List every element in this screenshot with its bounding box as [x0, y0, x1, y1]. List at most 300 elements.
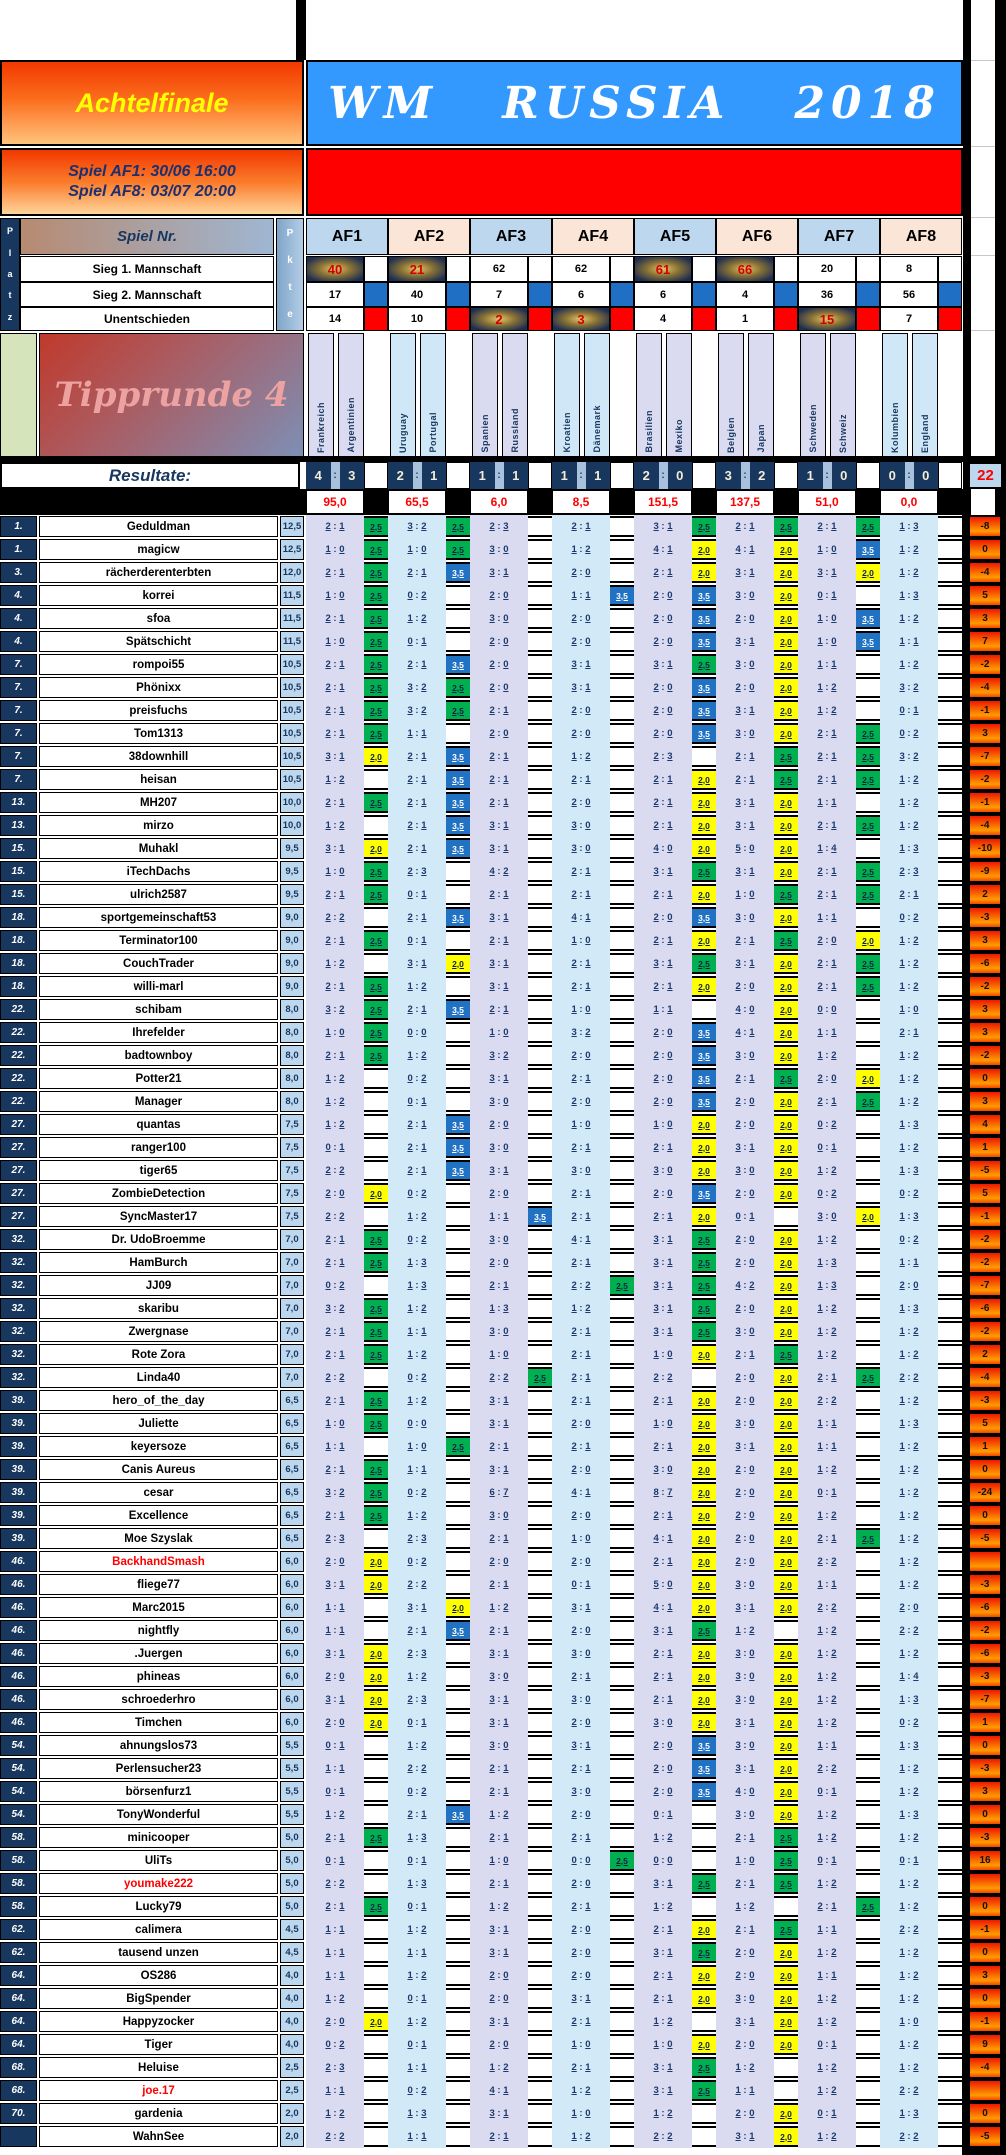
- points-cell[interactable]: 8,0: [280, 1068, 304, 1089]
- tip-cell-af3[interactable]: 2 : 0: [489, 682, 509, 693]
- points-cell[interactable]: 4,0: [280, 1988, 304, 2009]
- tip-cell-af6[interactable]: 2 : 0: [735, 1970, 755, 1981]
- rank-cell[interactable]: 64.: [0, 1965, 37, 1986]
- rank-cell[interactable]: 7.: [0, 746, 37, 767]
- player-name[interactable]: skaribu: [39, 1298, 278, 1319]
- sieg1-marker-af8[interactable]: [938, 256, 962, 282]
- tip-cell-af3[interactable]: 2 : 1: [489, 1004, 509, 1015]
- rank-cell[interactable]: [0, 2126, 37, 2147]
- player-name[interactable]: korrei: [39, 585, 278, 606]
- tip-cell-af4[interactable]: 2 : 1: [571, 1349, 591, 1360]
- tip-cell-af7[interactable]: 2 : 0: [817, 935, 837, 946]
- team-name-uruguay[interactable]: Uruguay: [390, 333, 416, 457]
- rank-cell[interactable]: 7.: [0, 677, 37, 698]
- tip-cell-af3[interactable]: 3 : 0: [489, 1096, 509, 1107]
- tip-cell-af4[interactable]: 2 : 0: [571, 1924, 591, 1935]
- player-name[interactable]: ranger100: [39, 1137, 278, 1158]
- tip-cell-af5[interactable]: 1 : 0: [653, 2039, 673, 2050]
- tip-cell-af4[interactable]: 2 : 1: [571, 1441, 591, 1452]
- rank-cell[interactable]: 18.: [0, 953, 37, 974]
- tip-cell-af3[interactable]: 3 : 1: [489, 1418, 509, 1429]
- tip-cell-af8[interactable]: 1 : 2: [899, 1510, 919, 1521]
- tip-cell-af1[interactable]: 2 : 1: [325, 1349, 345, 1360]
- sieg2-count-af5[interactable]: 6: [634, 282, 692, 307]
- player-name[interactable]: SyncMaster17: [39, 1206, 278, 1227]
- tip-cell-af7[interactable]: 1 : 2: [817, 1050, 837, 1061]
- tip-cell-af6[interactable]: 3 : 1: [735, 2016, 755, 2027]
- player-name[interactable]: Ihrefelder: [39, 1022, 278, 1043]
- match-header-af2[interactable]: AF2: [388, 218, 470, 255]
- points-cell[interactable]: 10,5: [280, 677, 304, 698]
- tip-cell-af2[interactable]: 1 : 2: [407, 1349, 427, 1360]
- points-cell[interactable]: 6,0: [280, 1712, 304, 1733]
- tip-cell-af2[interactable]: 0 : 1: [407, 636, 427, 647]
- tip-cell-af5[interactable]: 3 : 1: [653, 659, 673, 670]
- points-cell[interactable]: 7,5: [280, 1137, 304, 1158]
- tip-cell-af6[interactable]: 2 : 0: [735, 1303, 755, 1314]
- points-cell[interactable]: 12,0: [280, 562, 304, 583]
- rank-cell[interactable]: 7.: [0, 700, 37, 721]
- player-name[interactable]: Manager: [39, 1091, 278, 1112]
- sieg2-marker-af3[interactable]: [528, 282, 552, 307]
- points-cell[interactable]: 5,5: [280, 1781, 304, 1802]
- tip-cell-af4[interactable]: 2 : 0: [571, 705, 591, 716]
- tip-cell-af6[interactable]: 2 : 0: [735, 1533, 755, 1544]
- tip-cell-af6[interactable]: 3 : 0: [735, 1326, 755, 1337]
- rank-cell[interactable]: 54.: [0, 1758, 37, 1779]
- tip-cell-af2[interactable]: 2 : 1: [407, 1625, 427, 1636]
- tip-cell-af3[interactable]: 3 : 0: [489, 1740, 509, 1751]
- tip-cell-af8[interactable]: 1 : 2: [899, 1464, 919, 1475]
- tip-cell-af1[interactable]: 1 : 2: [325, 1096, 345, 1107]
- rank-cell[interactable]: 7.: [0, 654, 37, 675]
- tip-cell-af2[interactable]: 2 : 1: [407, 774, 427, 785]
- tip-cell-af4[interactable]: 1 : 2: [571, 544, 591, 555]
- player-name[interactable]: Canis Aureus: [39, 1459, 278, 1480]
- rank-cell[interactable]: 4.: [0, 608, 37, 629]
- tip-cell-af6[interactable]: 3 : 1: [735, 1142, 755, 1153]
- tip-cell-af5[interactable]: 2 : 0: [653, 1188, 673, 1199]
- tip-cell-af2[interactable]: 3 : 2: [407, 682, 427, 693]
- tip-cell-af4[interactable]: 3 : 1: [571, 1993, 591, 2004]
- result-af4[interactable]: 1 : 1: [552, 462, 610, 489]
- tip-cell-af6[interactable]: 2 : 0: [735, 1487, 755, 1498]
- tip-cell-af5[interactable]: 3 : 1: [653, 1878, 673, 1889]
- tip-cell-af4[interactable]: 2 : 1: [571, 521, 591, 532]
- tip-cell-af5[interactable]: 3 : 1: [653, 1303, 673, 1314]
- tip-cell-af5[interactable]: 1 : 0: [653, 1119, 673, 1130]
- tip-cell-af1[interactable]: 1 : 2: [325, 1809, 345, 1820]
- tip-cell-af3[interactable]: 3 : 0: [489, 1234, 509, 1245]
- tip-cell-af5[interactable]: 2 : 1: [653, 1510, 673, 1521]
- player-name[interactable]: TonyWonderful: [39, 1804, 278, 1825]
- player-name[interactable]: HamBurch: [39, 1252, 278, 1273]
- result-marker-af7[interactable]: [856, 462, 880, 489]
- points-cell[interactable]: 7,0: [280, 1275, 304, 1296]
- sieg2-count-af3[interactable]: 7: [470, 282, 528, 307]
- points-cell[interactable]: 5,5: [280, 1758, 304, 1779]
- tip-cell-af1[interactable]: 1 : 0: [325, 544, 345, 555]
- tip-cell-af4[interactable]: 2 : 1: [571, 1188, 591, 1199]
- tip-cell-af7[interactable]: 1 : 1: [817, 1441, 837, 1452]
- rank-cell[interactable]: 68.: [0, 2057, 37, 2078]
- rank-cell[interactable]: 22.: [0, 1045, 37, 1066]
- tip-cell-af6[interactable]: 2 : 0: [735, 1464, 755, 1475]
- tip-cell-af2[interactable]: 2 : 1: [407, 820, 427, 831]
- tip-cell-af5[interactable]: 3 : 1: [653, 2062, 673, 2073]
- tip-cell-af1[interactable]: 3 : 2: [325, 1487, 345, 1498]
- tip-cell-af6[interactable]: 2 : 0: [735, 1257, 755, 1268]
- sieg2-count-af6[interactable]: 4: [716, 282, 774, 307]
- tip-cell-af6[interactable]: 2 : 1: [735, 1878, 755, 1889]
- tip-cell-af3[interactable]: 3 : 1: [489, 912, 509, 923]
- rank-cell[interactable]: 15.: [0, 838, 37, 859]
- tip-cell-af8[interactable]: 1 : 1: [899, 1257, 919, 1268]
- player-name[interactable]: schibam: [39, 999, 278, 1020]
- match-points-af1[interactable]: 95,0: [306, 490, 364, 514]
- tip-cell-af4[interactable]: 2 : 1: [571, 1073, 591, 1084]
- player-name[interactable]: Lucky79: [39, 1896, 278, 1917]
- tip-cell-af6[interactable]: 2 : 0: [735, 1510, 755, 1521]
- tip-cell-af6[interactable]: 3 : 0: [735, 659, 755, 670]
- tip-cell-af5[interactable]: 4 : 1: [653, 1602, 673, 1613]
- tip-cell-af4[interactable]: 3 : 0: [571, 1165, 591, 1176]
- tip-cell-af8[interactable]: 1 : 2: [899, 774, 919, 785]
- unentschieden-count-af8[interactable]: 7: [880, 307, 938, 331]
- rank-cell[interactable]: 27.: [0, 1114, 37, 1135]
- sieg1-marker-af2[interactable]: [446, 256, 470, 282]
- tip-cell-af2[interactable]: 1 : 2: [407, 1740, 427, 1751]
- tip-cell-af4[interactable]: 3 : 2: [571, 1027, 591, 1038]
- tip-cell-af1[interactable]: 3 : 1: [325, 1694, 345, 1705]
- tip-cell-af4[interactable]: 3 : 1: [571, 659, 591, 670]
- points-cell[interactable]: 9,0: [280, 953, 304, 974]
- tip-cell-af7[interactable]: 0 : 1: [817, 2039, 837, 2050]
- tip-cell-af8[interactable]: 1 : 3: [899, 1694, 919, 1705]
- tip-cell-af3[interactable]: 3 : 1: [489, 567, 509, 578]
- tip-cell-af1[interactable]: 2 : 1: [325, 705, 345, 716]
- tip-cell-af1[interactable]: 1 : 0: [325, 1418, 345, 1429]
- tip-cell-af5[interactable]: 2 : 0: [653, 590, 673, 601]
- unentschieden-count-af5[interactable]: 4: [634, 307, 692, 331]
- tip-cell-af6[interactable]: 3 : 0: [735, 728, 755, 739]
- player-name[interactable]: rompoi55: [39, 654, 278, 675]
- tip-cell-af2[interactable]: 2 : 2: [407, 1579, 427, 1590]
- tip-cell-af8[interactable]: 0 : 2: [899, 1188, 919, 1199]
- tip-cell-af2[interactable]: 1 : 2: [407, 1050, 427, 1061]
- tip-cell-af1[interactable]: 3 : 2: [325, 1303, 345, 1314]
- tip-cell-af3[interactable]: 2 : 1: [489, 1280, 509, 1291]
- tip-cell-af2[interactable]: 0 : 1: [407, 1096, 427, 1107]
- tip-cell-af2[interactable]: 1 : 2: [407, 1970, 427, 1981]
- player-name[interactable]: magicw: [39, 539, 278, 560]
- tip-cell-af2[interactable]: 0 : 2: [407, 1556, 427, 1567]
- team-name-belgien[interactable]: Belgien: [718, 333, 744, 457]
- tip-cell-af4[interactable]: 2 : 0: [571, 1878, 591, 1889]
- rank-cell[interactable]: 4.: [0, 631, 37, 652]
- team-name-frankreich[interactable]: Frankreich: [308, 333, 334, 457]
- sieg2-marker-af1[interactable]: [364, 282, 388, 307]
- tip-cell-af1[interactable]: 2 : 1: [325, 1234, 345, 1245]
- tip-cell-af6[interactable]: 2 : 0: [735, 682, 755, 693]
- sieg2-count-af1[interactable]: 17: [306, 282, 364, 307]
- tip-cell-af7[interactable]: 1 : 3: [817, 1280, 837, 1291]
- tip-cell-af7[interactable]: 2 : 1: [817, 751, 837, 762]
- tip-cell-af5[interactable]: 3 : 0: [653, 1464, 673, 1475]
- tip-cell-af2[interactable]: 2 : 1: [407, 1165, 427, 1176]
- tip-cell-af8[interactable]: 1 : 3: [899, 1418, 919, 1429]
- tip-cell-af5[interactable]: 2 : 1: [653, 981, 673, 992]
- tip-cell-af5[interactable]: 2 : 1: [653, 1671, 673, 1682]
- tip-cell-af1[interactable]: 2 : 2: [325, 1372, 345, 1383]
- tip-cell-af6[interactable]: 3 : 0: [735, 1648, 755, 1659]
- rank-cell[interactable]: 39.: [0, 1459, 37, 1480]
- tip-cell-af1[interactable]: 1 : 1: [325, 1625, 345, 1636]
- player-name[interactable]: heisan: [39, 769, 278, 790]
- tip-cell-af4[interactable]: 1 : 0: [571, 1533, 591, 1544]
- tip-cell-af4[interactable]: 2 : 0: [571, 797, 591, 808]
- tip-cell-af3[interactable]: 3 : 1: [489, 1717, 509, 1728]
- tip-cell-af1[interactable]: 2 : 1: [325, 682, 345, 693]
- tip-cell-af8[interactable]: 1 : 2: [899, 1648, 919, 1659]
- tip-cell-af5[interactable]: 3 : 1: [653, 866, 673, 877]
- tip-cell-af1[interactable]: 2 : 2: [325, 1878, 345, 1889]
- tip-cell-af6[interactable]: 2 : 0: [735, 1556, 755, 1567]
- tip-cell-af1[interactable]: 2 : 1: [325, 659, 345, 670]
- tip-cell-af1[interactable]: 2 : 2: [325, 1211, 345, 1222]
- points-cell[interactable]: 6,5: [280, 1390, 304, 1411]
- tip-cell-af5[interactable]: 2 : 1: [653, 774, 673, 785]
- tip-cell-af6[interactable]: 0 : 1: [735, 1211, 755, 1222]
- tip-cell-af2[interactable]: 0 : 2: [407, 2085, 427, 2096]
- tip-cell-af8[interactable]: 1 : 2: [899, 1142, 919, 1153]
- tip-cell-af3[interactable]: 1 : 0: [489, 1855, 509, 1866]
- tip-cell-af5[interactable]: 3 : 1: [653, 2085, 673, 2096]
- rank-cell[interactable]: 64.: [0, 2034, 37, 2055]
- points-cell[interactable]: 4,0: [280, 2034, 304, 2055]
- tip-cell-af6[interactable]: 3 : 0: [735, 1993, 755, 2004]
- points-cell[interactable]: 9,5: [280, 838, 304, 859]
- sieg1-count-af2[interactable]: 21: [388, 256, 446, 282]
- tip-cell-af3[interactable]: 2 : 0: [489, 1188, 509, 1199]
- result-marker-af4[interactable]: [610, 462, 634, 489]
- tip-cell-af7[interactable]: 1 : 2: [817, 1349, 837, 1360]
- rank-cell[interactable]: 46.: [0, 1620, 37, 1641]
- tip-cell-af4[interactable]: 1 : 1: [571, 590, 591, 601]
- team-name-schweiz[interactable]: Schweiz: [830, 333, 856, 457]
- player-name[interactable]: tausend unzen: [39, 1942, 278, 1963]
- sieg1-marker-af7[interactable]: [856, 256, 880, 282]
- player-name[interactable]: keyersoze: [39, 1436, 278, 1457]
- tip-cell-af7[interactable]: 1 : 4: [817, 843, 837, 854]
- tip-cell-af4[interactable]: 2 : 0: [571, 728, 591, 739]
- tip-cell-af5[interactable]: 1 : 0: [653, 1349, 673, 1360]
- tip-cell-af4[interactable]: 2 : 1: [571, 2062, 591, 2073]
- tip-cell-af4[interactable]: 2 : 2: [571, 1280, 591, 1291]
- tip-cell-af5[interactable]: 1 : 1: [653, 1004, 673, 1015]
- player-name[interactable]: joe.17: [39, 2080, 278, 2101]
- tip-cell-af2[interactable]: 2 : 3: [407, 1694, 427, 1705]
- tip-cell-af5[interactable]: 1 : 2: [653, 1901, 673, 1912]
- tip-cell-af7[interactable]: 1 : 2: [817, 1993, 837, 2004]
- points-cell[interactable]: 5,5: [280, 1735, 304, 1756]
- tip-cell-af8[interactable]: 1 : 2: [899, 981, 919, 992]
- player-name[interactable]: ahnungslos73: [39, 1735, 278, 1756]
- tip-cell-af5[interactable]: 1 : 2: [653, 1832, 673, 1843]
- tip-cell-af8[interactable]: 2 : 2: [899, 1372, 919, 1383]
- tip-cell-af7[interactable]: 1 : 0: [817, 544, 837, 555]
- rank-cell[interactable]: 7.: [0, 769, 37, 790]
- match-points-af7[interactable]: 51,0: [798, 490, 856, 514]
- player-name[interactable]: phineas: [39, 1666, 278, 1687]
- tip-cell-af5[interactable]: 8 : 7: [653, 1487, 673, 1498]
- tip-cell-af2[interactable]: 2 : 1: [407, 1142, 427, 1153]
- points-cell[interactable]: 2,5: [280, 2057, 304, 2078]
- tip-cell-af1[interactable]: 1 : 0: [325, 590, 345, 601]
- tip-cell-af8[interactable]: 1 : 2: [899, 958, 919, 969]
- rank-cell[interactable]: 46.: [0, 1666, 37, 1687]
- tip-cell-af8[interactable]: 1 : 3: [899, 590, 919, 601]
- team-name-argentinien[interactable]: Argentinien: [338, 333, 364, 457]
- tip-cell-af3[interactable]: 3 : 1: [489, 1395, 509, 1406]
- rank-cell[interactable]: 22.: [0, 1068, 37, 1089]
- points-cell[interactable]: 7,0: [280, 1344, 304, 1365]
- rank-cell[interactable]: 27.: [0, 1137, 37, 1158]
- sieg2-count-af8[interactable]: 56: [880, 282, 938, 307]
- tip-cell-af2[interactable]: 1 : 0: [407, 1441, 427, 1452]
- tip-cell-af1[interactable]: 2 : 0: [325, 1671, 345, 1682]
- tip-cell-af6[interactable]: 2 : 0: [735, 1395, 755, 1406]
- tip-cell-af3[interactable]: 3 : 1: [489, 2108, 509, 2119]
- tip-cell-af3[interactable]: 2 : 1: [489, 1579, 509, 1590]
- tip-cell-af4[interactable]: 4 : 1: [571, 1487, 591, 1498]
- rank-cell[interactable]: 62.: [0, 1942, 37, 1963]
- tip-cell-af1[interactable]: 1 : 2: [325, 2108, 345, 2119]
- player-name[interactable]: börsenfurz1: [39, 1781, 278, 1802]
- tip-cell-af7[interactable]: 1 : 2: [817, 2085, 837, 2096]
- tip-cell-af7[interactable]: 0 : 1: [817, 1786, 837, 1797]
- rank-cell[interactable]: 15.: [0, 884, 37, 905]
- player-name[interactable]: Spätschicht: [39, 631, 278, 652]
- rank-cell[interactable]: 46.: [0, 1643, 37, 1664]
- tip-cell-af8[interactable]: 1 : 2: [899, 935, 919, 946]
- tip-cell-af2[interactable]: 1 : 1: [407, 2062, 427, 2073]
- tip-cell-af3[interactable]: 1 : 3: [489, 1303, 509, 1314]
- tip-cell-af2[interactable]: 2 : 1: [407, 1004, 427, 1015]
- points-cell[interactable]: 4,5: [280, 1919, 304, 1940]
- tip-cell-af7[interactable]: 1 : 1: [817, 1027, 837, 1038]
- tip-cell-af1[interactable]: 2 : 1: [325, 1901, 345, 1912]
- tip-cell-af1[interactable]: 0 : 1: [325, 1855, 345, 1866]
- tip-cell-af7[interactable]: 1 : 2: [817, 1947, 837, 1958]
- match-header-af5[interactable]: AF5: [634, 218, 716, 255]
- tip-cell-af5[interactable]: 4 : 1: [653, 544, 673, 555]
- tip-cell-af3[interactable]: 2 : 0: [489, 2039, 509, 2050]
- tip-cell-af8[interactable]: 1 : 2: [899, 1579, 919, 1590]
- tip-cell-af6[interactable]: 3 : 0: [735, 590, 755, 601]
- unentschieden-count-af7[interactable]: 15: [798, 307, 856, 331]
- tip-cell-af6[interactable]: 4 : 1: [735, 544, 755, 555]
- tip-cell-af7[interactable]: 1 : 1: [817, 797, 837, 808]
- tip-cell-af8[interactable]: 1 : 2: [899, 797, 919, 808]
- tip-cell-af3[interactable]: 2 : 1: [489, 774, 509, 785]
- tip-cell-af2[interactable]: 2 : 1: [407, 567, 427, 578]
- tip-cell-af4[interactable]: 2 : 1: [571, 1326, 591, 1337]
- points-cell[interactable]: 7,5: [280, 1160, 304, 1181]
- match-header-af3[interactable]: AF3: [470, 218, 552, 255]
- tip-cell-af5[interactable]: 2 : 0: [653, 1096, 673, 1107]
- tip-cell-af5[interactable]: 0 : 0: [653, 1855, 673, 1866]
- points-cell[interactable]: 6,0: [280, 1643, 304, 1664]
- tip-cell-af4[interactable]: 3 : 1: [571, 1740, 591, 1751]
- tip-cell-af7[interactable]: 1 : 2: [817, 2016, 837, 2027]
- tip-cell-af1[interactable]: 1 : 1: [325, 1970, 345, 1981]
- tip-cell-af6[interactable]: 5 : 0: [735, 843, 755, 854]
- rank-cell[interactable]: 22.: [0, 1022, 37, 1043]
- tip-cell-af1[interactable]: 2 : 2: [325, 2131, 345, 2142]
- tip-cell-af4[interactable]: 0 : 1: [571, 1579, 591, 1590]
- sieg1-marker-af4[interactable]: [610, 256, 634, 282]
- tip-cell-af2[interactable]: 0 : 2: [407, 1073, 427, 1084]
- tip-cell-af1[interactable]: 0 : 1: [325, 1786, 345, 1797]
- tip-cell-af8[interactable]: 2 : 1: [899, 1027, 919, 1038]
- points-cell[interactable]: 7,0: [280, 1298, 304, 1319]
- team-name-spanien[interactable]: Spanien: [472, 333, 498, 457]
- player-name[interactable]: .Juergen: [39, 1643, 278, 1664]
- tip-cell-af8[interactable]: 1 : 3: [899, 1809, 919, 1820]
- tip-cell-af2[interactable]: 3 : 2: [407, 521, 427, 532]
- player-name[interactable]: sportgemeinschaft53: [39, 907, 278, 928]
- points-cell[interactable]: 7,0: [280, 1367, 304, 1388]
- tip-cell-af1[interactable]: 2 : 1: [325, 981, 345, 992]
- tip-cell-af3[interactable]: 2 : 0: [489, 636, 509, 647]
- tip-cell-af7[interactable]: 1 : 2: [817, 2131, 837, 2142]
- tip-cell-af1[interactable]: 2 : 1: [325, 935, 345, 946]
- tip-cell-af8[interactable]: 2 : 0: [899, 1280, 919, 1291]
- result-marker-af2[interactable]: [446, 462, 470, 489]
- tip-cell-af8[interactable]: 1 : 3: [899, 521, 919, 532]
- tip-cell-af6[interactable]: 3 : 1: [735, 2131, 755, 2142]
- team-name-england[interactable]: England: [912, 333, 938, 457]
- tip-cell-af1[interactable]: 2 : 1: [325, 1832, 345, 1843]
- rank-cell[interactable]: 39.: [0, 1505, 37, 1526]
- sieg1-marker-af3[interactable]: [528, 256, 552, 282]
- points-cell[interactable]: 5,0: [280, 1850, 304, 1871]
- player-name[interactable]: Tom1313: [39, 723, 278, 744]
- tip-cell-af4[interactable]: 2 : 0: [571, 1717, 591, 1728]
- tip-cell-af6[interactable]: 2 : 0: [735, 1372, 755, 1383]
- player-name[interactable]: JJ09: [39, 1275, 278, 1296]
- tip-cell-af5[interactable]: 3 : 1: [653, 1280, 673, 1291]
- tip-cell-af4[interactable]: 1 : 2: [571, 2085, 591, 2096]
- tip-cell-af2[interactable]: 3 : 1: [407, 958, 427, 969]
- team-name-dänemark[interactable]: Dänemark: [584, 333, 610, 457]
- team-name-russland[interactable]: Russland: [502, 333, 528, 457]
- tip-cell-af1[interactable]: 2 : 1: [325, 1510, 345, 1521]
- tip-cell-af8[interactable]: 1 : 2: [899, 544, 919, 555]
- tip-cell-af7[interactable]: 1 : 1: [817, 1970, 837, 1981]
- tip-cell-af1[interactable]: 2 : 0: [325, 2016, 345, 2027]
- points-cell[interactable]: 12,5: [280, 539, 304, 560]
- sieg2-marker-af4[interactable]: [610, 282, 634, 307]
- sieg2-marker-af2[interactable]: [446, 282, 470, 307]
- points-cell[interactable]: 8,0: [280, 1022, 304, 1043]
- tip-cell-af8[interactable]: 1 : 0: [899, 1004, 919, 1015]
- sieg2-marker-af6[interactable]: [774, 282, 798, 307]
- tip-cell-af3[interactable]: 2 : 1: [489, 1878, 509, 1889]
- tip-cell-af8[interactable]: 2 : 2: [899, 1625, 919, 1636]
- unentschieden-marker-af8[interactable]: [938, 307, 962, 331]
